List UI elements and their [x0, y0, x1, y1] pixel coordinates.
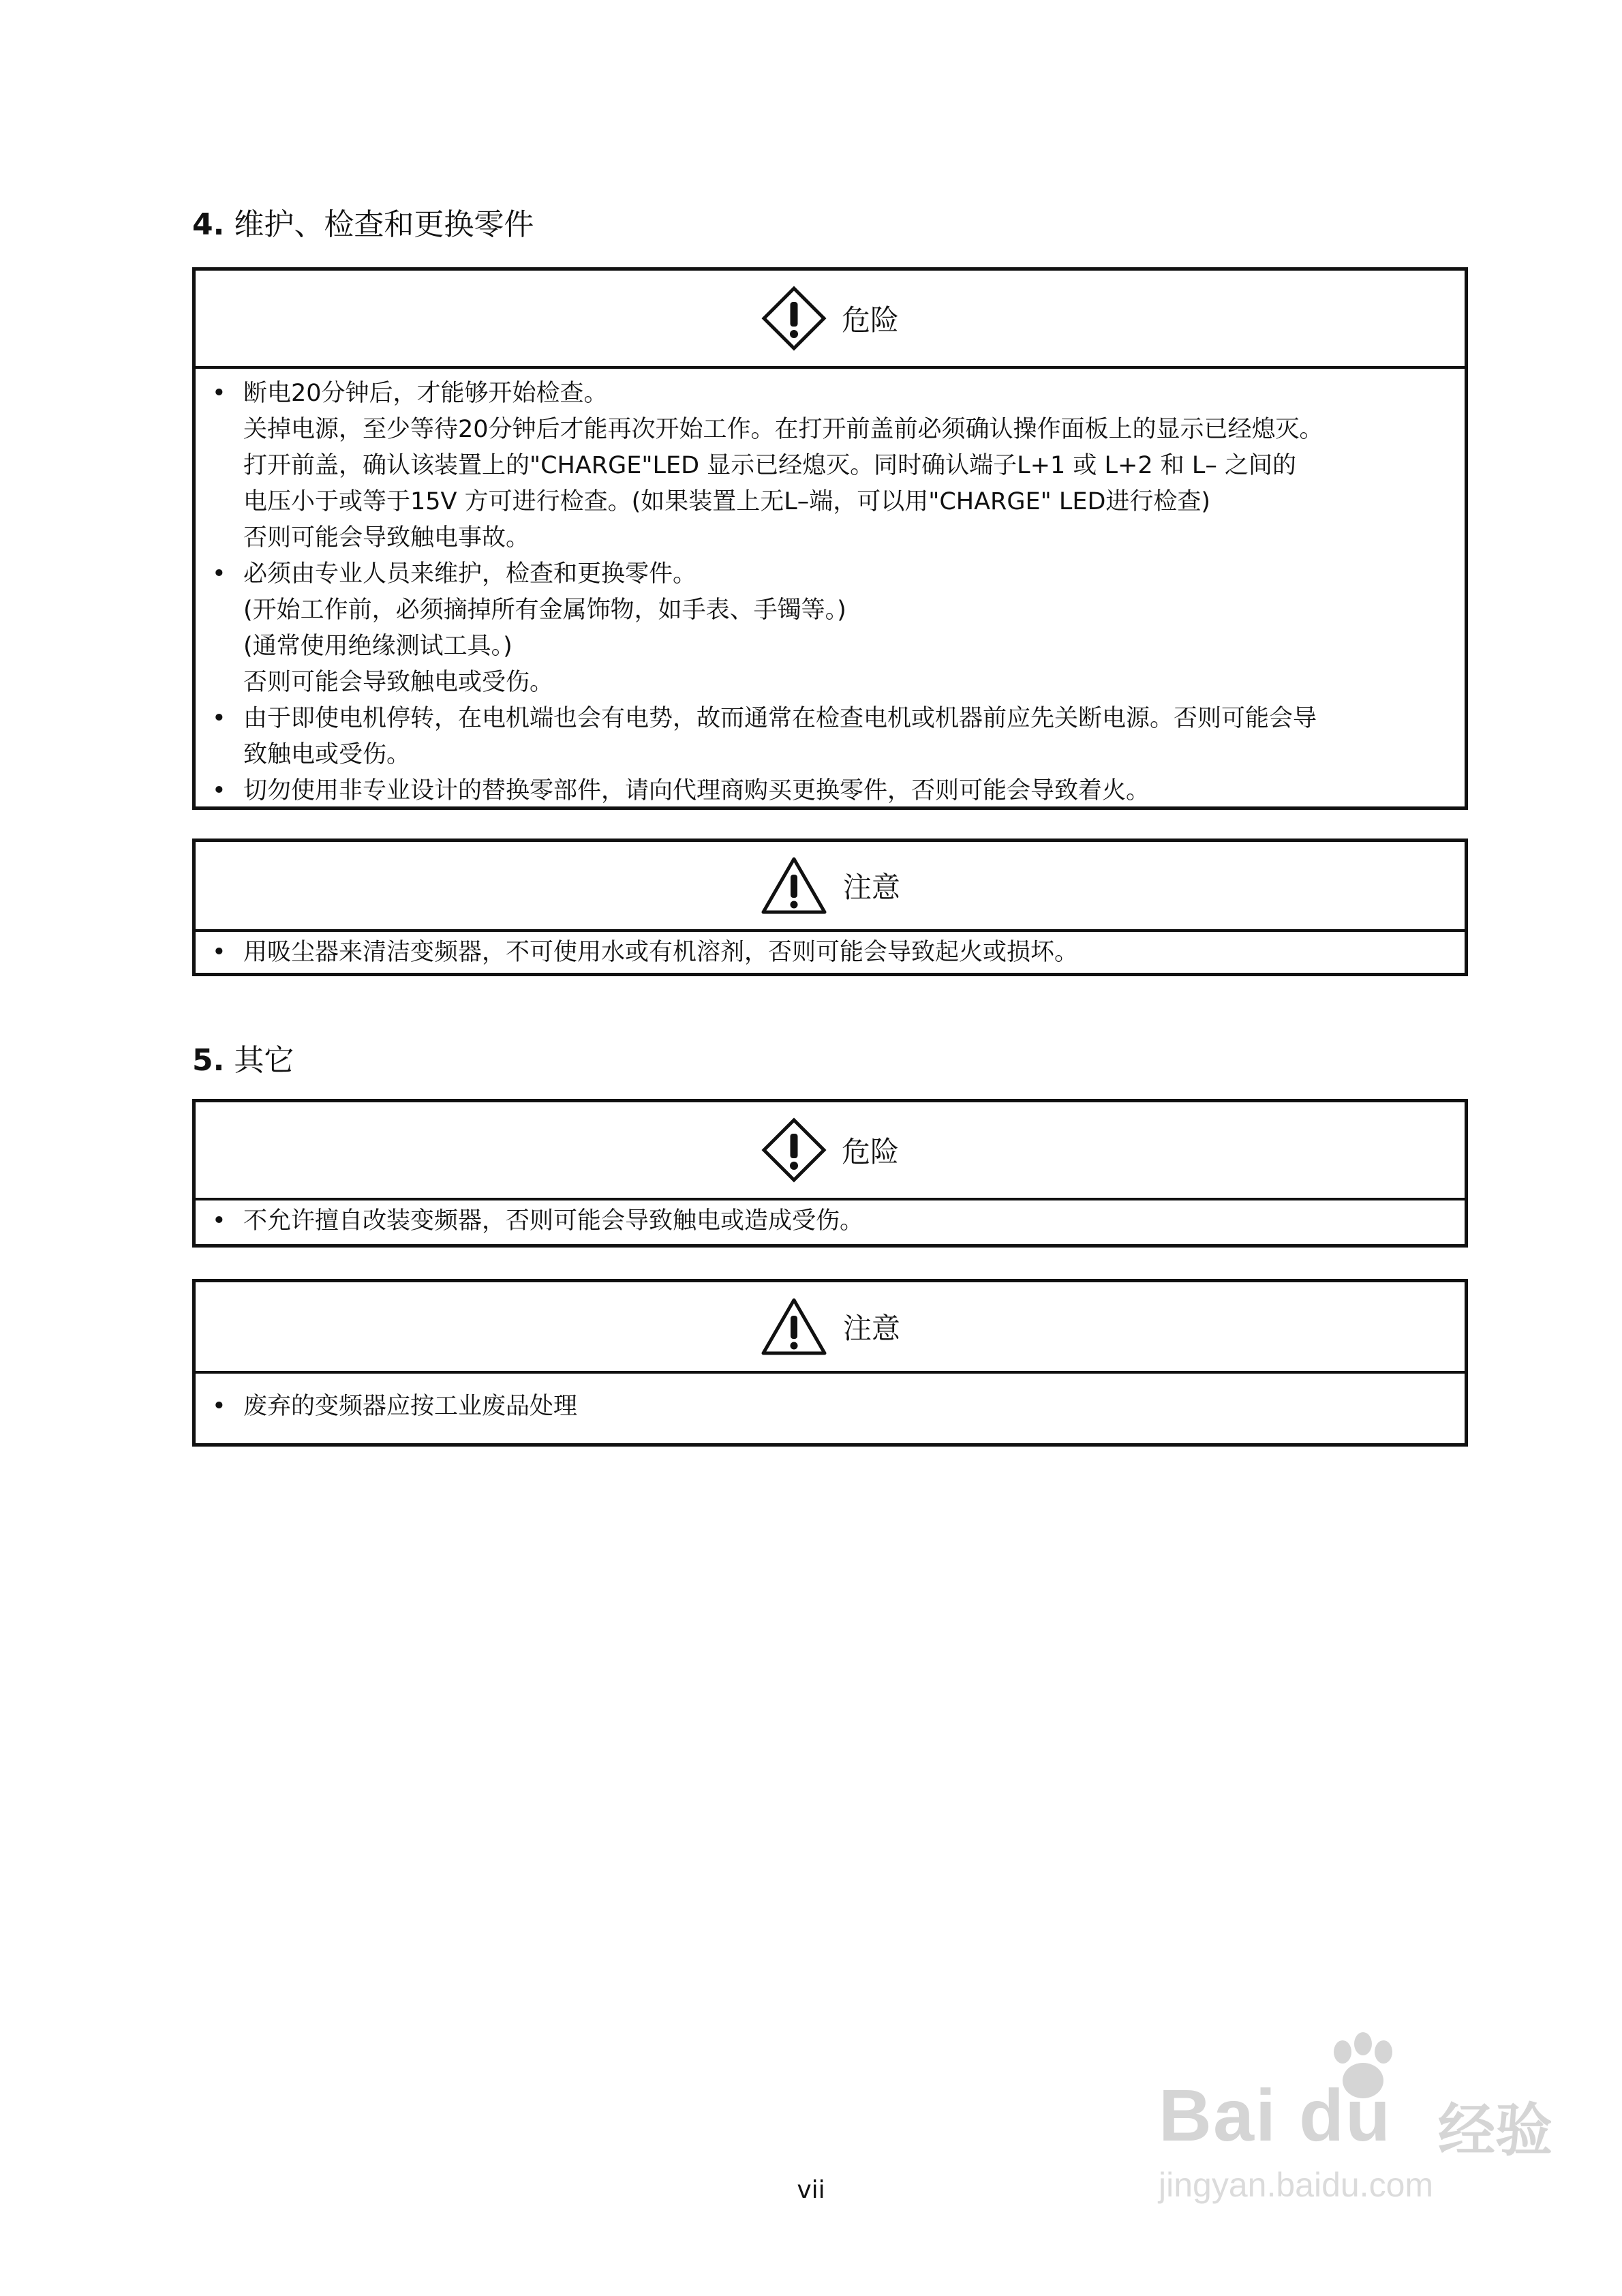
section-5-caution-box [192, 1279, 1468, 1447]
section-4-caution-box [192, 839, 1468, 976]
caution-body [196, 932, 1465, 971]
watermark-brand-cn: 经验 [1438, 2097, 1553, 2164]
bullet: • [212, 705, 226, 732]
text-line: 致触电或受伤。 [243, 741, 411, 768]
section-5-title [192, 1040, 294, 1081]
section-4-heading: 维护、检查和更换零件 [234, 207, 534, 242]
section-5-number: 5. [192, 1043, 225, 1078]
list-item [209, 556, 1451, 701]
danger-header [196, 271, 1465, 369]
text-line: 必须由专业人员来维护，检查和更换零件。 [243, 560, 697, 588]
section-4-title [192, 205, 534, 245]
text-line: 用吸尘器来清洁变频器，不可使用水或有机溶剂，否则可能会导致起火或损坏。 [243, 939, 1079, 966]
caution-label: 注意 [842, 871, 900, 904]
watermark-url: jingyan.baidu.com [1159, 2166, 1434, 2204]
list-item [209, 1203, 1451, 1239]
bullet: • [212, 1207, 226, 1235]
section-5-heading: 其它 [234, 1043, 294, 1078]
danger-diamond-icon [761, 1117, 827, 1183]
caution-header [196, 842, 1465, 932]
bullet: • [212, 1393, 226, 1420]
danger-label: 危险 [841, 1135, 899, 1168]
text-line: 否则可能会导致触电事故。 [243, 524, 530, 552]
text-line: 不允许擅自改装变频器，否则可能会导致触电或造成受伤。 [243, 1207, 864, 1235]
caution-body [196, 1374, 1465, 1425]
text-line: 否则可能会导致触电或受伤。 [243, 669, 554, 696]
bullet: • [212, 560, 226, 588]
text-line: 切勿使用非专业设计的替换零部件，请向代理商购买更换零件，否则可能会导致着火。 [243, 777, 1150, 804]
text-line: 关掉电源，至少等待20分钟后才能再次开始工作。在打开前盖前必须确认操作面板上的显示已经熄灭。 [243, 416, 1323, 443]
caution-label: 注意 [842, 1312, 900, 1345]
list-item [209, 935, 1451, 971]
section-5-danger-box [192, 1099, 1468, 1248]
bullet: • [212, 380, 226, 407]
watermark-brand: Bai du [1159, 2074, 1392, 2156]
bullet: • [212, 777, 226, 804]
list-item [209, 701, 1451, 773]
danger-diamond-icon [761, 286, 827, 351]
warning-triangle-icon [760, 1297, 828, 1357]
text-line: 由于即使电机停转，在电机端也会有电势，故而通常在检查电机或机器前应先关断电源。否则可能会导 [243, 705, 1317, 732]
text-line: 电压小于或等于15V 方可进行检查。(如果装置上无L–端，可以用"CHARGE" LED进行检查) [243, 488, 1211, 515]
text-line: (通常使用绝缘测试工具。) [243, 633, 512, 660]
danger-body [196, 369, 1465, 809]
text-line: 断电20分钟后，才能够开始检查。 [243, 380, 608, 407]
text-line: 打开前盖，确认该装置上的"CHARGE"LED 显示已经熄灭。同时确认端子L+1 或 L+2 和 L– 之间的 [243, 452, 1296, 479]
page-number: vii [797, 2176, 825, 2204]
danger-header [196, 1102, 1465, 1200]
danger-body [196, 1200, 1465, 1239]
text-line: (开始工作前，必须摘掉所有金属饰物，如手表、手镯等。) [243, 596, 846, 624]
list-item [209, 1389, 1451, 1425]
danger-label: 危险 [841, 303, 899, 337]
text-line: 废弃的变频器应按工业废品处理 [243, 1393, 578, 1420]
caution-header [196, 1282, 1465, 1374]
baidu-watermark [1118, 2031, 1554, 2209]
list-item [209, 773, 1451, 809]
warning-triangle-icon [760, 856, 828, 916]
bullet: • [212, 939, 226, 966]
section-4-number: 4. [192, 207, 225, 242]
list-item [209, 376, 1451, 556]
section-4-danger-box [192, 267, 1468, 810]
